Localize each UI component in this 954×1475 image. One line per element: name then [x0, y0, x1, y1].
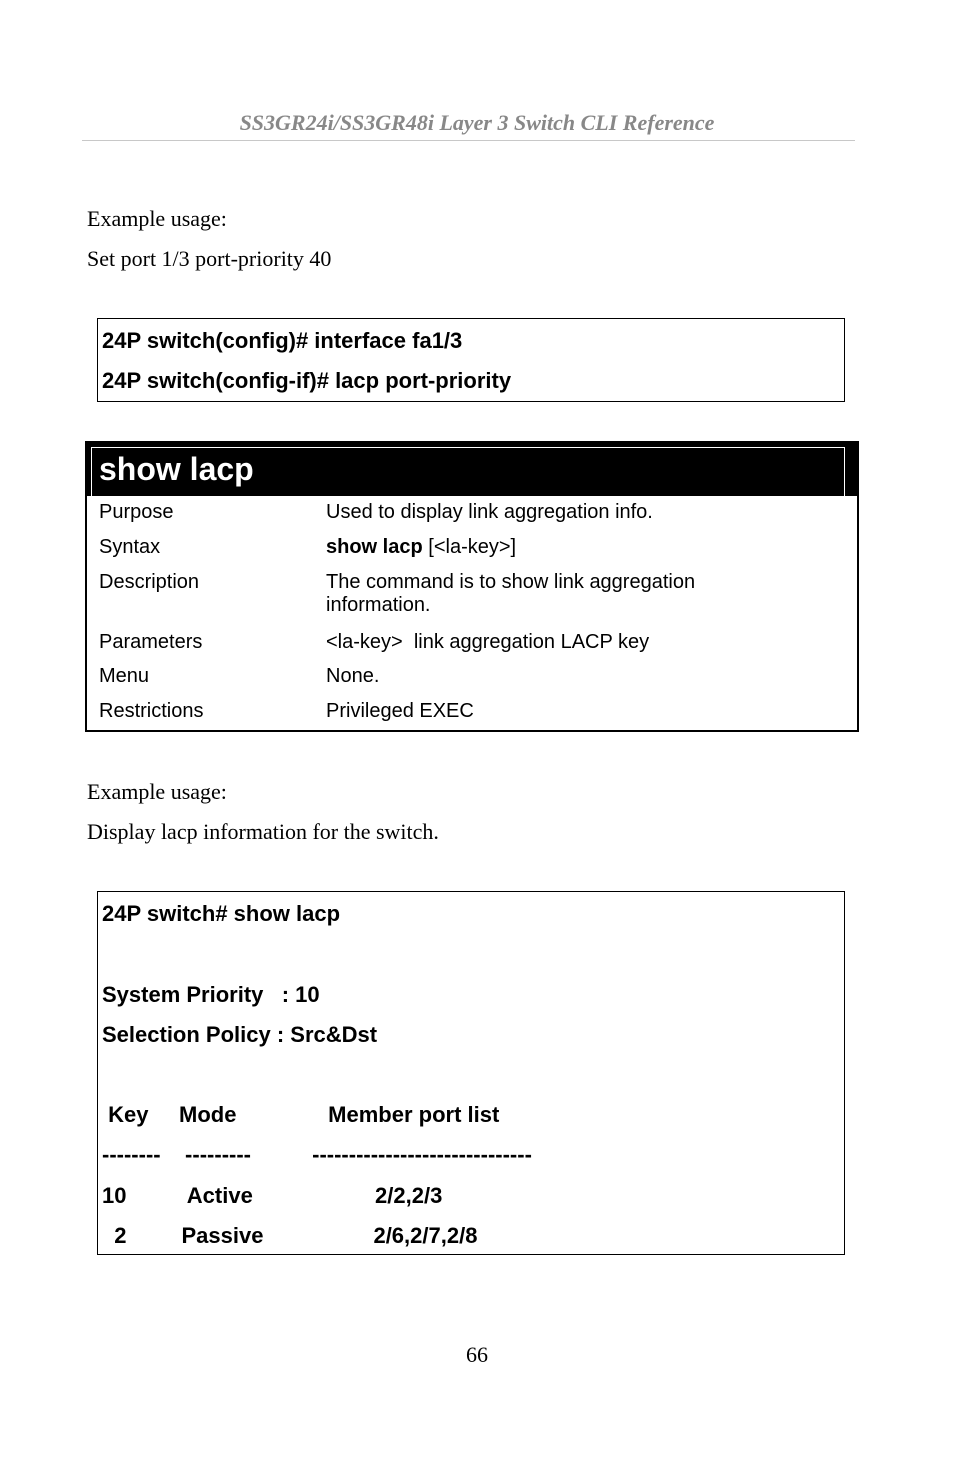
- row-value-purpose: Used to display link aggregation info.: [326, 501, 653, 523]
- row-value-restrictions: Privileged EXEC: [326, 700, 474, 722]
- row-value-parameters: <la-key> link aggregation LACP key: [326, 631, 650, 653]
- row-value-description: The command is to show link aggregation information.: [326, 571, 696, 616]
- header-divider: [82, 140, 855, 141]
- syntax-args: [<la-key>]: [422, 536, 517, 558]
- code-line: 24P switch# show lacp: [102, 901, 341, 926]
- command-reference-table: [85, 441, 859, 732]
- code-line: 2 Passive 2/6,2/7,2/8: [102, 1223, 478, 1248]
- command-title: show lacp: [99, 451, 254, 487]
- example-description-1: Set port 1/3 port-priority 40: [87, 246, 332, 271]
- code-line: Key Mode Member port list: [102, 1102, 500, 1127]
- row-label-purpose: Purpose: [99, 501, 174, 523]
- row-value-syntax: [326, 536, 766, 559]
- row-value-menu: None.: [326, 665, 380, 687]
- example-usage-label-2: Example usage:: [87, 779, 227, 804]
- code-line: 10 Active 2/2,2/3: [102, 1183, 443, 1208]
- command-header: [87, 443, 857, 496]
- row-label-parameters: Parameters: [99, 631, 203, 653]
- running-header: SS3GR24i/SS3GR48i Layer 3 Switch CLI Reference: [239, 110, 715, 135]
- code-block-1: [97, 318, 845, 402]
- page-number: 66: [466, 1342, 488, 1367]
- code-line: -------- --------- ------------------------------: [102, 1142, 532, 1167]
- row-label-menu: Menu: [99, 665, 150, 687]
- syntax-command: show lacp: [326, 536, 423, 558]
- example-usage-label-1: Example usage:: [87, 206, 227, 231]
- code-line: 24P switch(config-if)# lacp port-priority: [102, 368, 512, 393]
- code-line: Selection Policy : Src&Dst: [102, 1022, 378, 1047]
- code-block-2: [97, 891, 845, 1255]
- row-label-restrictions: Restrictions: [99, 700, 204, 722]
- row-label-description: Description: [99, 571, 200, 593]
- code-line: System Priority : 10: [102, 982, 320, 1007]
- row-label-syntax: Syntax: [99, 536, 161, 558]
- example-description-2: Display lacp information for the switch.: [87, 819, 439, 844]
- code-line: 24P switch(config)# interface fa1/3: [102, 328, 463, 353]
